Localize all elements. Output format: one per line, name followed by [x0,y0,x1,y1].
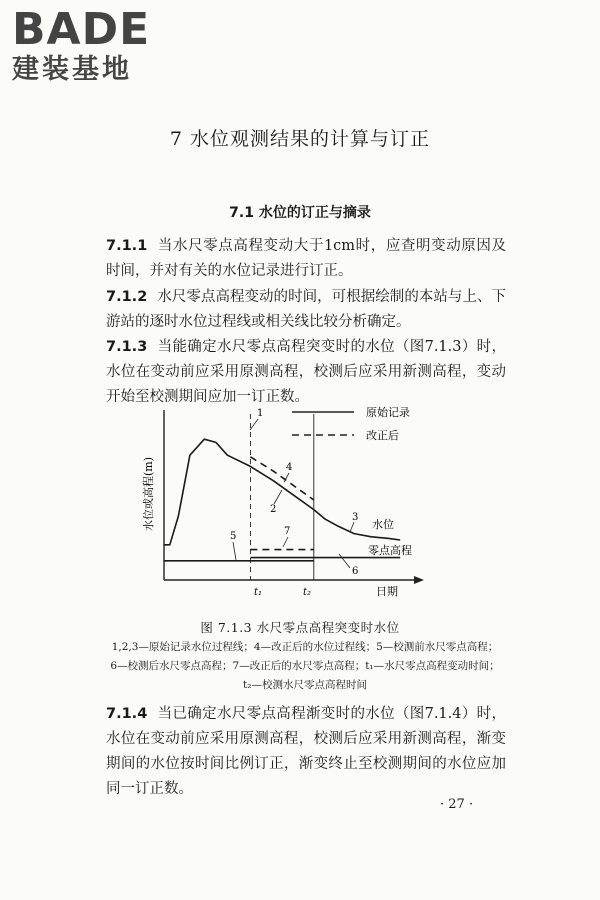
figure-note-line-1: 1,2,3—原始记录水位过程线；4—改正后的水位过程线；5—校测前水尺零点高程； [111,641,499,653]
time-mark-t2: t₂ [302,587,312,598]
annotation-zero-elevation: 零点高程 [368,544,412,557]
figure-caption: 图 7.1.3 水尺零点高程突变时水位 [200,620,400,635]
clause-number: 7.1.4 [106,706,148,722]
series-line-2 [250,457,313,500]
clause-text: 当能确定水尺零点高程突变时的水位（图7.1.3）时，水位在变动前应采用原测高程，校测后应采用新测高程，变动开始至校测期间应加一订正数。 [106,339,506,405]
leader-line-2 [274,490,282,504]
figure-7-1-3-chart [144,402,444,612]
curve-label-4: 4 [286,462,293,473]
figure-note-line-3: t₂—校测水尺零点高程时间 [243,679,367,691]
logo-brand: BADE [12,4,151,55]
clause-text: 水尺零点高程变动的时间，可根据绘制的本站与上、下游站的逐时水位过程线或相关线比较分析确定。 [106,289,506,330]
x-axis-label: 日期 [376,585,398,598]
clause-number: 7.1.2 [106,289,148,305]
curve-label-6: 6 [352,566,359,577]
curve-label-5: 5 [230,531,237,542]
clause-text: 当水尺零点高程变动大于1cm时，应查明变动原因及时间，并对有关的水位记录进行订正。 [106,238,506,279]
paragraph-7-1-3 [106,335,506,410]
leader-line-6 [339,554,350,568]
plot-area [164,414,400,580]
chapter-title: 7 水位观测结果的计算与订正 [169,128,431,150]
curve-label-7: 7 [284,526,291,537]
paragraph-7-1-2 [106,285,506,335]
leader-line-5 [233,542,236,560]
figure-note-line-2: 6—校测后水尺零点高程；7—改正后的水尺零点高程；t₁—水尺零点高程变动时间； [110,660,500,672]
clause-text: 当已确定水尺零点高程渐变时的水位（图7.1.4）时，水位在变动前应采用原测高程，校测后应采用新测高程，渐变期间的水位按时间比例订正，渐变终止至校测期间的水位应加同一订正数。 [106,706,506,797]
annotation-water-level: 水位 [372,518,394,531]
paragraph-7-1-4 [106,702,506,802]
logo [12,6,150,86]
section-title: 7.1 水位的订正与摘录 [229,205,371,221]
y-axis-label: 水位或高程(m) [142,456,155,532]
legend-label-corrected: 改正后 [366,429,399,442]
clause-number: 7.1.3 [106,339,148,355]
curve-label-1: 1 [257,408,264,419]
x-axis-arrow [414,576,424,584]
legend-label-original: 原始记录 [366,406,410,419]
curve-label-3: 3 [352,512,359,523]
page-number: · 27 · [440,797,474,812]
leader-line-1 [250,419,258,430]
clause-number: 7.1.1 [106,238,148,254]
time-mark-t1: t₁ [253,587,263,598]
leader-line-4 [284,473,289,482]
curve-label-2: 2 [270,504,277,515]
logo-subtitle: 建装基地 [12,54,132,85]
series-line-1 [164,439,400,545]
leader-line-7 [283,537,288,547]
paragraph-7-1-1 [106,234,506,284]
leader-line-3 [350,522,354,532]
